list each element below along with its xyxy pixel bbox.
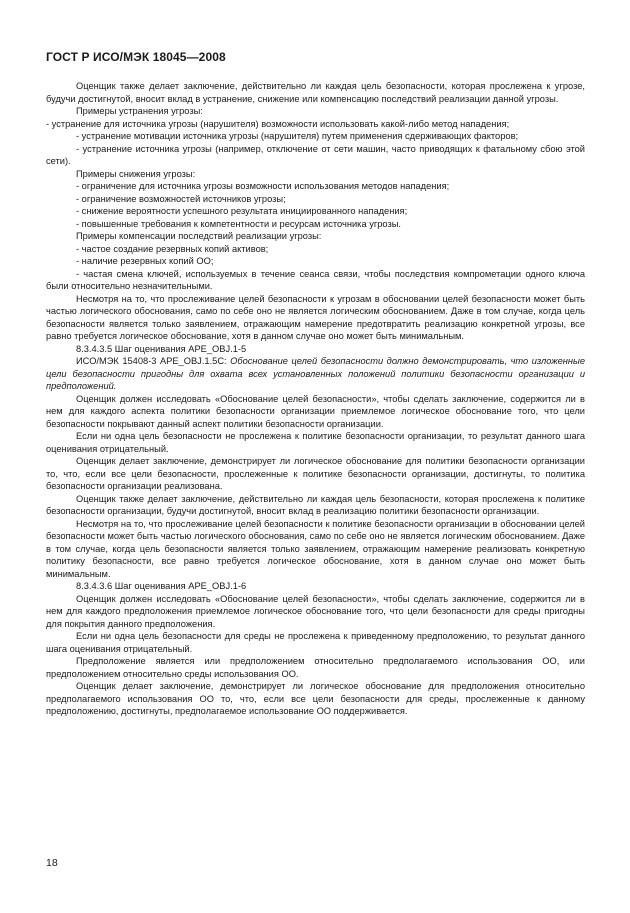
paragraph: Несмотря на то, что прослеживание целей безопасности к политике безопасности организации в обосновании целей безопасности может быть частью логического обоснования, само по себе оно не является логическим обоснованием. Даже в том случае, когда цель безопасности является только заявлением, отражающим намерение реализовать конкретную политику безопасности, все равно требуется логическое обоснование, хотя в данном случае оно может быть минимальным.	[46, 518, 585, 579]
paragraph: Примеры снижения угрозы:	[76, 168, 196, 179]
paragraph: Если ни одна цель безопасности не прослежена к политике безопасности организации, то результат данного шага оценивания отрицательный.	[46, 431, 585, 454]
list-item: - повышенные требования к компетентности и ресурсам источника угрозы.	[76, 218, 401, 229]
paragraph: Несмотря на то, что прослеживание целей безопасности к угрозам в обосновании целей безопасности может быть частью логического обоснования, само по себе оно не является логическим обоснованием. Даже в том случае, когда цель безопасности является только заявлением, отражающим намерение предотвратить реализацию конкретной угрозы, все равно требуется логическое обоснование, хотя в данном случае оно может быть минимальным.	[46, 293, 585, 341]
paragraph: Оценщик также делает заключение, действительно ли каждая цель безопасности, которая прослежена к угрозе, будучи достигнутой, вносит вклад в устранение, снижение или компенсацию последствий реализации данной угрозы.	[46, 81, 585, 104]
standard-reference	[46, 355, 585, 393]
reference-prefix: ИСО/МЭК 15408-3 APE_OBJ.1.5C:	[76, 356, 231, 366]
paragraph: Оценщик делает заключение, демонстрирует ли логическое обоснование для предположения относительно предполагаемого использования ОО то, что, если все цели безопасности для среды, прослеженные к данному предположению, достигнуты, предполагаемое использование ОО поддерживается.	[46, 681, 585, 716]
paragraph: Оценщик также делает заключение, действительно ли каждая цель безопасности, которая прослежена к политике безопасности организации, будучи достигнутой, вносит вклад в реализацию политики безопасности организации.	[46, 493, 585, 516]
reference-text: Обоснование целей безопасности должно демонстрировать, что изложенные цели безопасности пригодны для охвата всех установленных положений политики безопасности организации и предположений.	[46, 356, 586, 391]
section-heading: 8.3.4.3.6 Шаг оценивания APE_OBJ.1-6	[76, 581, 247, 591]
paragraph: Оценщик должен исследовать «Обоснование целей безопасности», чтобы сделать заключение, содержится ли в нем для каждого предположения приемлемое логическое обоснование того, что цели безопасности для среды пригодны для покрытия данного предположения.	[46, 593, 585, 629]
paragraph: Предположение является или предположением относительно предполагаемого использования ОО, или предположением относительно среды использования ОО.	[46, 656, 585, 679]
list-item: - наличие резервных копий ОО;	[76, 256, 214, 266]
paragraph: Если ни одна цель безопасности для среды не прослежена к приведенному предположению, то результат данного шага оценивания отрицательный.	[46, 631, 585, 654]
paragraph: Оценщик делает заключение, демонстрирует ли логическое обоснование для политики безопасности организации то, что, если все цели безопасности, прослеженные к политике безопасности организации, достигнуты, то политика безопасности организации реализована.	[46, 456, 585, 491]
section-heading: 8.3.4.3.5 Шаг оценивания APE_OBJ.1-5	[76, 343, 247, 354]
document-header: ГОСТ Р ИСО/МЭК 18045—2008	[46, 50, 226, 64]
page-number: 18	[46, 857, 58, 869]
list-item: - ограничение возможностей источников угрозы;	[76, 193, 286, 204]
list-item: - устранение мотивации источника угрозы (нарушителя) путем применения сдерживающих факторов;	[76, 131, 519, 141]
paragraph: Примеры устранения угрозы:	[76, 106, 203, 116]
list-item: - устранение источника угрозы (например, отключение от сети машин, часто приводящих к фатальному сбою этой сети).	[46, 143, 585, 166]
list-item: - частое создание резервных копий активов;	[76, 243, 269, 254]
list-item: - устранение для источника угрозы (нарушителя) возможности использовать какой-либо метод нападения;	[46, 118, 510, 129]
paragraph: Оценщик должен исследовать «Обоснование целей безопасности», чтобы сделать заключение, содержится ли в нем для каждого аспекта политики безопасности организации приемлемое логическое обоснование того, что цели безопасности покрывают данный аспект политики безопасности организации.	[46, 393, 585, 429]
list-item: - снижение вероятности успешного результата инициированного нападения;	[76, 206, 408, 216]
document-body	[46, 80, 585, 718]
paragraph: Примеры компенсации последствий реализации угрозы:	[76, 231, 322, 241]
list-item: - частая смена ключей, используемых в течение сеанса связи, чтобы последствия компрометации одного ключа были относительно незначительными.	[46, 268, 585, 291]
list-item: - ограничение для источника угрозы возможности использования методов нападения;	[76, 181, 450, 191]
